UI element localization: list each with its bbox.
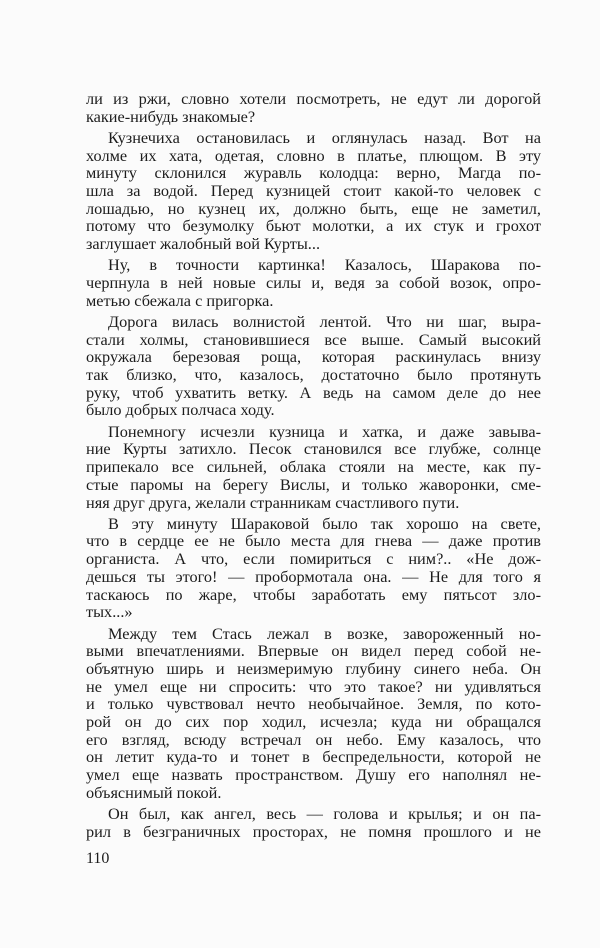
text-line: что в сердце ее не было места для гнева — даже против	[86, 531, 541, 551]
paragraph	[86, 313, 541, 419]
text-line: ли из ржи, словно хотели посмотреть, не едут ли дорогой	[86, 89, 541, 108]
paragraph	[86, 515, 541, 621]
paragraph	[86, 805, 541, 840]
text-line: и только чувствовал нечто необычайное. Земля, по кото-	[86, 694, 541, 714]
paragraph	[86, 423, 541, 511]
text-line: окружала березовая роща, которая раскинулась внизу	[86, 347, 541, 367]
text-line: его взгляд, всюду встречал он небо. Ему казалось, что	[86, 729, 541, 749]
text-line: В эту минуту Шараковой было так хорошо на свете,	[108, 513, 541, 533]
text-line: Он был, как ангел, весь — голова и крылья; и он па-	[108, 803, 541, 823]
page-number: 110	[86, 850, 110, 867]
text-line: так близко, что, казалось, достаточно было протянуть	[86, 365, 541, 385]
text-line: Кузнечиха остановилась и оглянулась назад. Вот на	[108, 127, 541, 147]
text-line: объяснимый покой.	[86, 782, 222, 802]
paragraph	[86, 256, 541, 309]
text-line: Понемногу исчезли кузница и хатка, и даже завыва-	[108, 421, 541, 441]
text-line: Между тем Стась лежал в возке, завороженный но-	[108, 623, 541, 643]
text-line: умел еще назвать пространством. Душу его наполнял не-	[86, 765, 541, 784]
text-line: Дорога вилась волнистой лентой. Что ни шаг, выра-	[108, 312, 541, 332]
text-line: объятную ширь и неизмеримую глубину синего неба. Он	[86, 658, 541, 678]
paragraph	[86, 625, 541, 802]
text-line: метью сбежала с пригорка.	[86, 290, 274, 310]
paragraph	[86, 129, 541, 253]
text-line: няя друг друга, желали странникам счастливого пути.	[86, 492, 460, 512]
text-line: рой он до сих пор ходил, исчезла; куда ни обращался	[86, 711, 541, 731]
text-line: лошадью, но кузнец их, должно быть, еще не заметил,	[86, 198, 541, 218]
text-line: было добрых полчаса ходу.	[86, 400, 275, 420]
text-line: стые паромы на берегу Вислы, и только жаворонки, сме-	[86, 474, 541, 494]
text-line: руку, чтоб ухватить ветку. А ведь на самом деле до нее	[86, 382, 541, 402]
text-line: стали холмы, становившиеся все выше. Самый высокий	[86, 329, 541, 349]
text-line: рил в безграничных просторах, не помня прошлого и не	[86, 821, 541, 841]
text-line: не умел еще ни спросить: что это такое? ни удивляться	[86, 676, 541, 696]
text-line: ние Курты затихло. Песок становился все глубже, солнце	[86, 439, 541, 459]
text-line: черпнула в ней новые силы и, ведя за собой возок, опро-	[86, 273, 541, 293]
text-line: минуту склонился журавль колодца: верно, Магда по-	[86, 163, 541, 183]
paragraph	[86, 90, 541, 125]
book-page-text	[86, 90, 541, 844]
text-line: он летит куда-то и тонет в беспредельности, которой не	[86, 747, 541, 767]
text-line: дешься ты этого! — пробормотала она. — Не для того я	[86, 566, 541, 586]
text-line: холме их хата, одетая, словно в платье, плющом. В эту	[86, 145, 541, 165]
text-line: заглушает жалобный вой Курты...	[86, 234, 321, 254]
text-line: Ну, в точности картинка! Казалось, Шаракова по-	[108, 255, 541, 275]
text-line: потому что безумолку бьют молотки, а их стук и грохот	[86, 216, 541, 236]
text-line: таскаюсь по жаре, чтобы заработать ему пятьсот зло-	[86, 584, 541, 604]
text-line: шла за водой. Перед кузницей стоит какой-то человек с	[86, 181, 541, 201]
text-line: припекало все сильней, облака стояли на месте, как пу-	[86, 457, 541, 477]
text-line: выми впечатлениями. Впервые он видел перед собой не-	[86, 641, 541, 661]
text-line: тых...»	[86, 602, 133, 622]
text-line: какие-нибудь знакомые?	[86, 106, 256, 126]
text-line: органиста. А что, если помириться с ним?.. «Не дож-	[86, 549, 541, 569]
